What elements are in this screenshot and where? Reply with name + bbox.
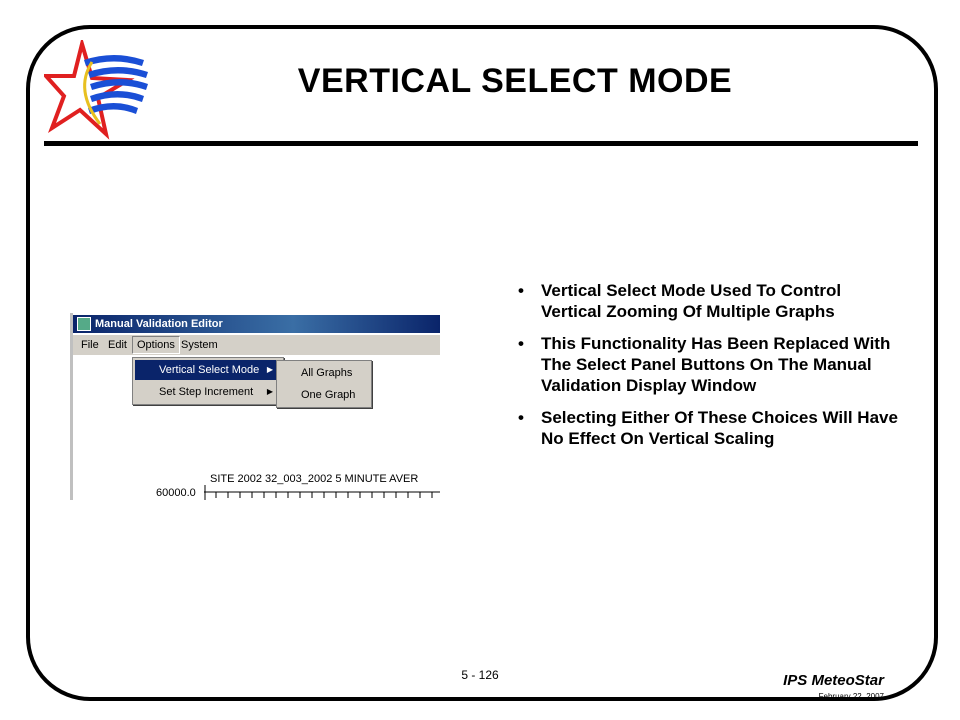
bullet-item: • Selecting Either Of These Choices Will Have No Effect On Vertical Scaling bbox=[518, 408, 898, 448]
menu-system[interactable]: System bbox=[181, 339, 218, 351]
window-title: Manual Validation Editor bbox=[95, 318, 223, 330]
slide-date: February 22, 2007 bbox=[818, 692, 884, 701]
page-number: 5 - 126 bbox=[461, 668, 499, 682]
title-divider bbox=[44, 141, 918, 146]
graph-site-label: SITE 2002 32_003_2002 5 MINUTE AVER bbox=[210, 473, 419, 485]
bullet-item: • Vertical Select Mode Used To Control Vertical Zooming Of Multiple Graphs bbox=[518, 281, 842, 321]
app-screenshot bbox=[70, 313, 440, 500]
menu-item-one-graph[interactable]: One Graph bbox=[301, 389, 356, 401]
submenu-arrow-icon: ▶ bbox=[266, 365, 273, 374]
meteostar-logo-icon bbox=[44, 40, 154, 140]
graph-axis bbox=[204, 485, 440, 500]
bullet-dot-icon: • bbox=[518, 281, 524, 300]
vertical-select-submenu bbox=[276, 360, 372, 408]
slide-title: VERTICAL SELECT MODE bbox=[297, 62, 733, 100]
bullet-dot-icon: • bbox=[518, 408, 524, 427]
menu-item-set-step-increment[interactable]: Set Step Increment ▶ bbox=[135, 382, 281, 402]
menu-item-vertical-select-mode[interactable]: Vertical Select Mode ▶ bbox=[135, 360, 281, 380]
menu-options[interactable]: Options bbox=[132, 336, 180, 354]
bullet-list bbox=[516, 280, 906, 460]
app-icon bbox=[77, 317, 91, 331]
brand-name: IPS MeteoStar bbox=[783, 672, 884, 689]
graph-y-value: 60000.0 bbox=[156, 487, 196, 499]
options-dropdown bbox=[132, 357, 284, 405]
bullet-dot-icon: • bbox=[518, 334, 524, 353]
window-titlebar[interactable] bbox=[73, 315, 440, 333]
bullet-item: • This Functionality Has Been Replaced With The Select Panel Buttons On The Manual Validation Display Window bbox=[518, 334, 891, 395]
menu-bar bbox=[73, 335, 440, 355]
menu-edit[interactable]: Edit bbox=[108, 339, 127, 351]
menu-file[interactable]: File bbox=[81, 339, 99, 351]
menu-item-all-graphs[interactable]: All Graphs bbox=[301, 367, 353, 379]
submenu-arrow-icon: ▶ bbox=[266, 387, 273, 396]
